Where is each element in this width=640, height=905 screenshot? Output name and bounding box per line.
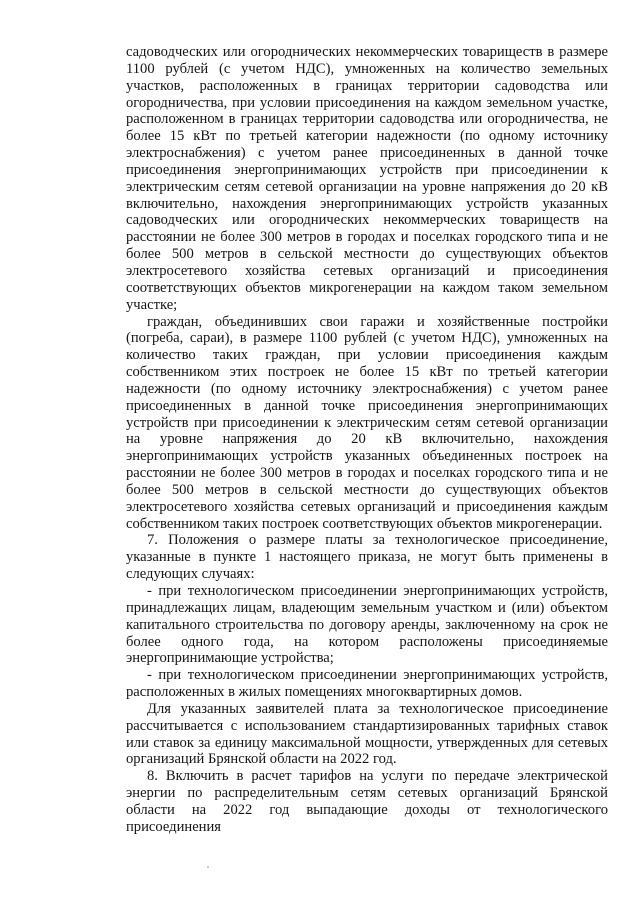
paragraph-item-7-case-apartments: - при технологическом присоединении энергопринимающих устройств, расположенных в жилых помещениях многоквартирных домов.	[126, 667, 608, 701]
paragraph-standard-rates: Для указанных заявителей плата за технологическое присоединение рассчитывается с использованием стандартизированных тарифных ставок или ставок за единицу максимальной мощности, утвержденных для сетевых организаций Брянской области на 2022 год.	[126, 700, 608, 768]
paragraph-gardening-partnerships: садоводческих или огороднических некоммерческих товариществ в размере 1100 рублей (с учетом НДС), умноженных на количество земельных участков, расположенных в границах территории садоводства или огородничества, при условии присоединения на каждом земельном участке, расположенном в границах территории садоводства или огородничества, не более 15 кВт по третьей категории надежности (по одному источнику электроснабжения) с учетом ранее присоединенных в данной точке присоединения энергопринимающих устройств при присоединении к электрическим сетям сетевой организации на уровне напряжения до 20 кВ включительно, нахождения энергопринимающих устройств указанных садоводческих или огороднических некоммерческих товариществ на расстоянии не более 300 метров в городах и поселках городского типа и не более 500 метров в сельской местности до существующих объектов электросетевого хозяйства сетевых организаций и присоединения соответствующих объектов микрогенерации на каждом таком земельном участке;	[126, 44, 608, 313]
scan-speck	[207, 866, 209, 868]
paragraph-item-8: 8. Включить в расчет тарифов на услуги по передаче электрической энергии по распределительным сетям сетевых организаций Брянской области на 2022 год выпадающие доходы от технологического присоединения	[126, 768, 608, 835]
document-body	[126, 44, 608, 836]
paragraph-item-7-case-lease: - при технологическом присоединении энергопринимающих устройств, принадлежащих лицам, владеющим земельным участком и (или) объектом капитального строительства по договору аренды, заключенному на срок не более одного года, на котором расположены присоединяемые энергопринимающие устройства;	[126, 583, 608, 667]
paragraph-item-7: 7. Положения о размере платы за технологическое присоединение, указанные в пункте 1 настоящего приказа, не могут быть применены в следующих случаях:	[126, 532, 608, 583]
paragraph-garage-owners: граждан, объединивших свои гаражи и хозяйственные постройки (погреба, сараи), в размере 1100 рублей (с учетом НДС), умноженных на количество таких граждан, при условии присоединения каждым собственником этих построек не более 15 кВт по третьей категории надежности (по одному источнику электроснабжения) с учетом ранее присоединенных в данной точке присоединения энергопринимающих устройств при присоединении к электрическим сетям сетевой организации на уровне напряжения до 20 кВ включительно, нахождения энергопринимающих устройств указанных объединенных построек на расстоянии не более 300 метров в городах и поселках городского типа и не более 500 метров в сельской местности до существующих объектов электросетевого хозяйства сетевых организаций и присоединения каждым собственником таких построек соответствующих объектов микрогенерации.	[126, 313, 608, 532]
